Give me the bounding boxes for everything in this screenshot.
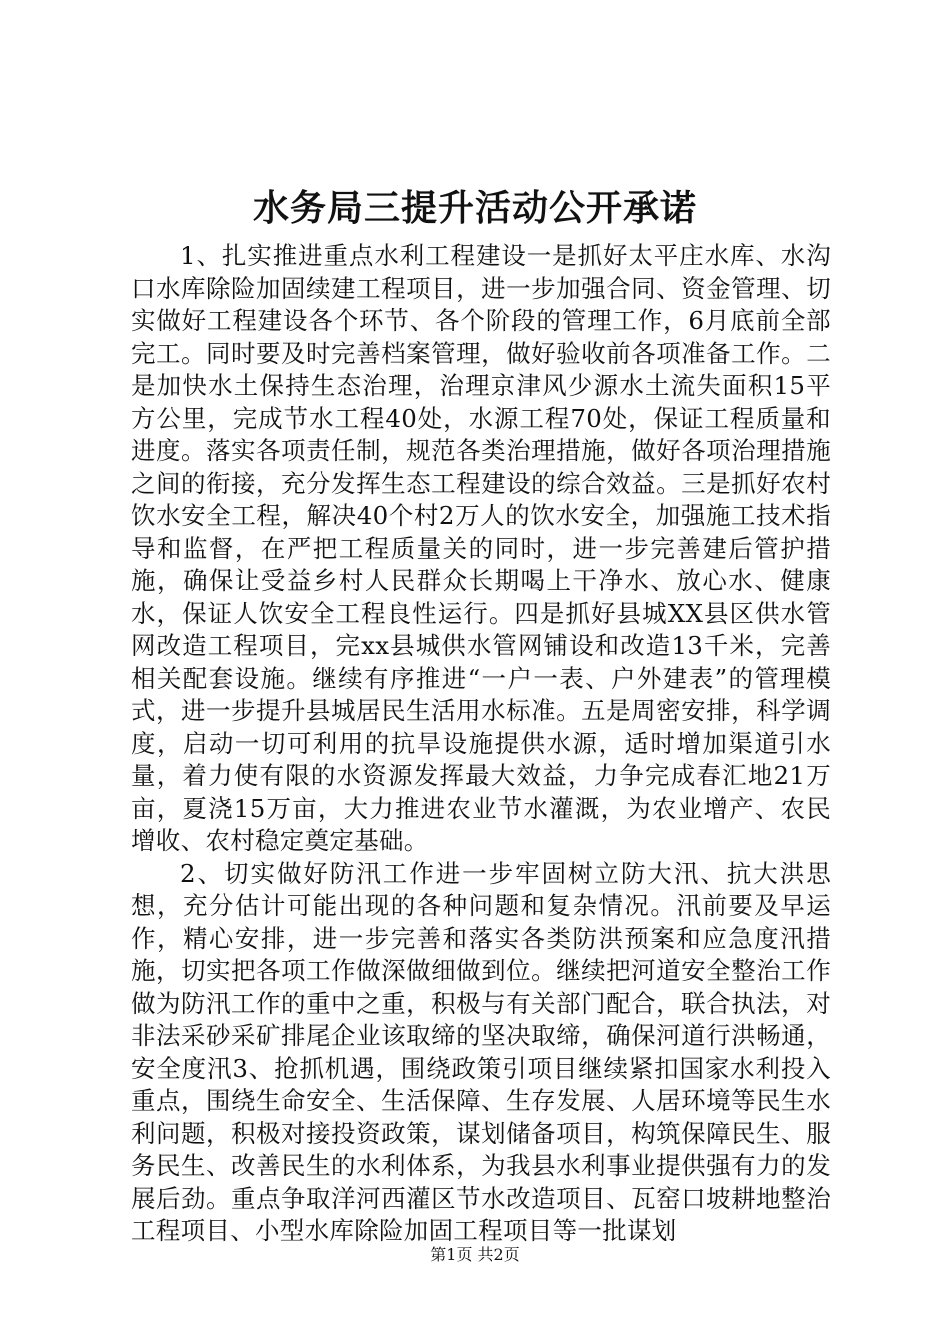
- paragraph-2: 2、切实做好防汛工作进一步牢固树立防大汛、抗大洪思想，充分估计可能出现的各种问题和复杂情况。汛前要及早运作，精心安排，进一步完善和落实各类防洪预案和应急度汛措施，切实把各项工作做深做细做到位。继续把河道安全整治工作做为防汛工作的重中之重，积极与有关部门配合，联合执法，对非法采砂采矿排尾企业该取缔的坚决取缔，确保河道行洪畅通，安全度汛3、抢抓机遇，围绕政策引项目继续紧扣国家水利投入重点，围绕生命安全、生活保障、生存发展、人居环境等民生水利问题，积极对接投资政策，谋划储备项目，构筑保障民生、服务民生、改善民生的水利体系，为我县水利事业提供强有力的发展后劲。重点争取洋河西灌区节水改造项目、瓦窑口坡耕地整治工程项目、小型水库除险加固工程项目等一批谋划: [131, 858, 831, 1245]
- document-body: [131, 240, 831, 1248]
- paragraph-1: 1、扎实推进重点水利工程建设一是抓好太平庄水库、水沟口水库除险加固续建工程项目，进一步加强合同、资金管理、切实做好工程建设各个环节、各个阶段的管理工作，6月底前全部完工。同时要及时完善档案管理，做好验收前各项准备工作。二是加快水土保持生态治理，治理京津风少源水土流失面积15平方公里，完成节水工程40处，水源工程70处，保证工程质量和进度。落实各项责任制，规范各类治理措施，做好各项治理措施之间的衔接，充分发挥生态工程建设的综合效益。三是抓好农村饮水安全工程，解决40个村2万人的饮水安全，加强施工技术指导和监督，在严把工程质量关的同时，进一步完善建后管护措施，确保让受益乡村人民群众长期喝上干净水、放心水、健康水，保证人饮安全工程良性运行。四是抓好县城XX县区供水管网改造工程项目，完xx县城供水管网铺设和改造13千米，完善相关配套设施。继续有序推进“一户一表、户外建表”的管理模式，进一步提升县城居民生活用水标准。五是周密安排，科学调度，启动一切可利用的抗旱设施提供水源，适时增加渠道引水量，着力使有限的水资源发挥最大效益，力争完成春汇地21万亩，夏浇15万亩，大力推进农业节水灌溉，为农业增产、农民增收、农村稳定奠定基础。: [131, 241, 831, 855]
- document-title: 水务局三提升活动公开承诺: [252, 187, 697, 229]
- page-number-footer: 第1页 共2页: [430, 1245, 520, 1264]
